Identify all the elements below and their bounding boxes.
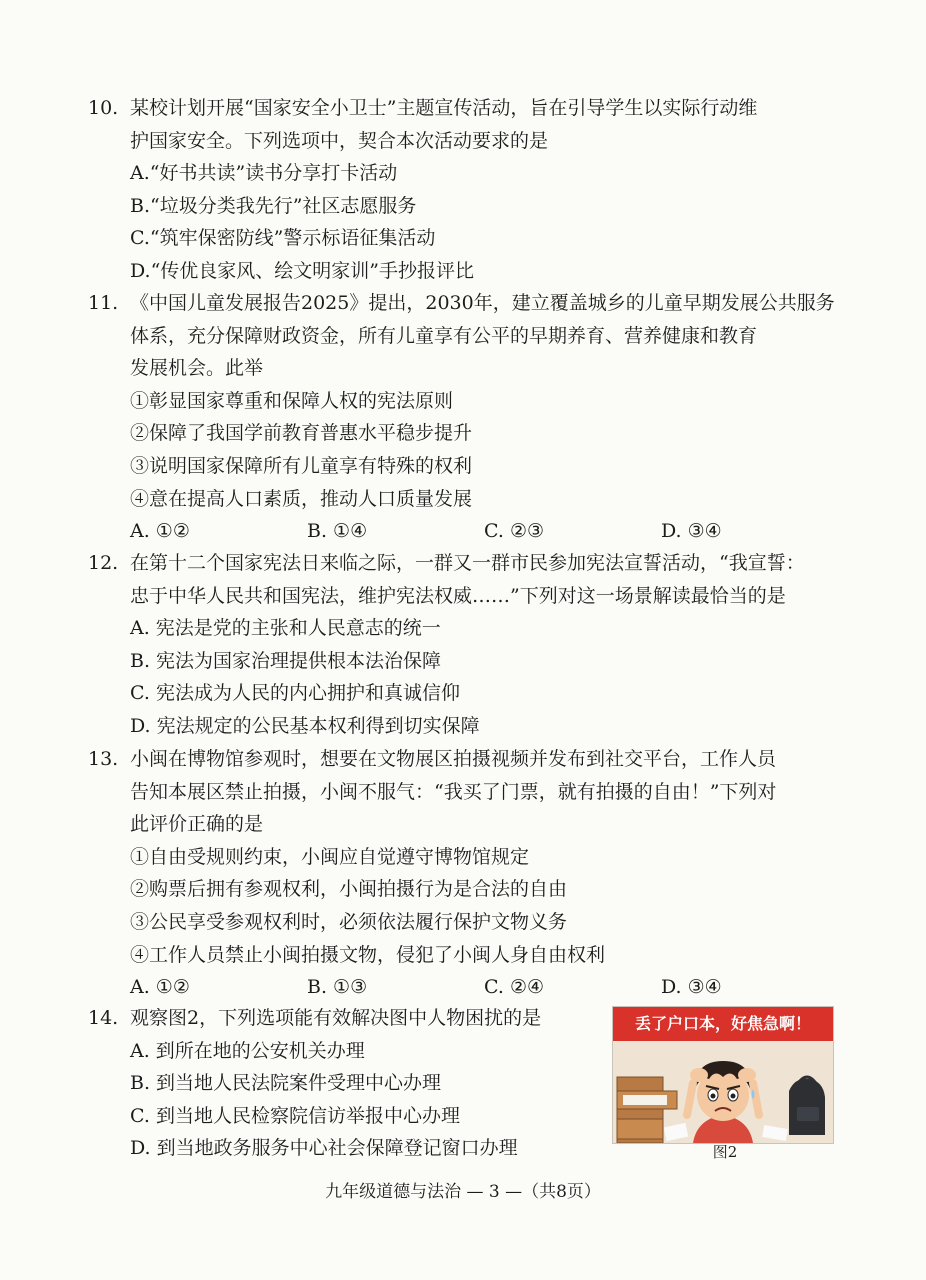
question-text: 忠于中华人民共和国宪法，维护宪法权威……”下列对这一场景解读最恰当的是: [130, 584, 786, 607]
option-d: D. 宪法规定的公民基本权利得到切实保障: [130, 714, 480, 737]
option-a: A. 到所在地的公安机关办理: [130, 1039, 365, 1062]
figure-caption: 图2: [712, 1143, 738, 1161]
question-12: [88, 547, 840, 743]
option-a: A. 宪法是党的主张和人民意志的统一: [130, 617, 441, 640]
question-text: 某校计划开展“国家安全小卫士”主题宣传活动，旨在引导学生以实际行动维: [130, 97, 758, 119]
option-b: B. 到当地人民法院案件受理中心办理: [130, 1072, 442, 1095]
question-11: [88, 287, 840, 548]
question-text: 发展机会。此举: [130, 357, 264, 380]
question-10: [88, 92, 840, 288]
question-number: 13.: [88, 748, 119, 770]
answer-choices: [88, 515, 840, 548]
question-text: 在第十二个国家宪法日来临之际，一群又一群市民参加宪法宣誓活动，“我宣誓：: [130, 552, 805, 574]
question-text: 护国家安全。下列选项中，契合本次活动要求的是: [130, 129, 549, 152]
question-14: [88, 1002, 608, 1165]
choice-d: D. ③④: [661, 976, 722, 999]
page-footer: 九年级道德与法治 — 3 —（共8页）: [325, 1182, 601, 1202]
question-number: 14.: [88, 1007, 119, 1029]
choice-b: B. ①③: [307, 976, 368, 999]
statement-2: ②保障了我国学前教育普惠水平稳步提升: [130, 422, 473, 445]
option-a: A.“好书共读”读书分享打卡活动: [130, 162, 398, 185]
choice-c: C. ②④: [484, 976, 545, 999]
question-text: 此评价正确的是: [130, 813, 264, 836]
question-text: 告知本展区禁止拍摄，小闽不服气：“我买了门票，就有拍摄的自由！”下列对: [130, 780, 777, 803]
question-number: 11.: [88, 292, 119, 314]
statement-3: ③说明国家保障所有儿童享有特殊的权利: [130, 454, 473, 477]
option-c: C. 宪法成为人民的内心拥护和真诚信仰: [130, 682, 460, 705]
choice-c: C. ②③: [484, 520, 545, 543]
question-text: 小闽在博物馆参观时，想要在文物展区拍摄视频并发布到社交平台，工作人员: [130, 748, 777, 770]
choice-d: D. ③④: [661, 520, 722, 543]
question-number: 10.: [88, 97, 119, 119]
answer-choices: [88, 971, 840, 1004]
choice-b: B. ①④: [307, 520, 368, 543]
statement-4: ④意在提高人口素质，推动人口质量发展: [130, 487, 473, 510]
option-d: D.“传优良家风、绘文明家训”手抄报评比: [130, 259, 475, 282]
statement-3: ③公民享受参观权利时，必须依法履行保护文物义务: [130, 910, 568, 933]
option-c: C.“筑牢保密防线”警示标语征集活动: [130, 227, 436, 250]
statement-2: ②购票后拥有参观权利，小闽拍摄行为是合法的自由: [130, 878, 568, 901]
statement-1: ①自由受规则约束，小闽应自觉遵守博物馆规定: [130, 845, 530, 868]
question-text: 体系，充分保障财政资金，所有儿童享有公平的早期养育、营养健康和教育: [130, 324, 758, 347]
statement-4: ④工作人员禁止小闽拍摄文物，侵犯了小闽人身自由权利: [130, 943, 606, 966]
question-text: 《中国儿童发展报告2025》提出，2030年，建立覆盖城乡的儿童早期发展公共服务: [130, 292, 835, 314]
statement-1: ①彰显国家尊重和保障人权的宪法原则: [130, 389, 454, 412]
choice-a: A. ①②: [130, 520, 190, 543]
question-number: 12.: [88, 552, 119, 574]
figure-2-illustration: [612, 1006, 834, 1144]
question-text: 观察图2，下列选项能有效解决图中人物困扰的是: [130, 1007, 542, 1029]
option-b: B.“垃圾分类我先行”社区志愿服务: [130, 194, 417, 217]
figure-banner-text: 丢了户口本，好焦急啊！: [613, 1007, 833, 1041]
option-b: B. 宪法为国家治理提供根本法治保障: [130, 649, 442, 672]
option-c: C. 到当地人民检察院信访举报中心办理: [130, 1104, 460, 1127]
question-13: [88, 743, 840, 1004]
option-d: D. 到当地政务服务中心社会保障登记窗口办理: [130, 1137, 518, 1160]
choice-a: A. ①②: [130, 976, 190, 999]
